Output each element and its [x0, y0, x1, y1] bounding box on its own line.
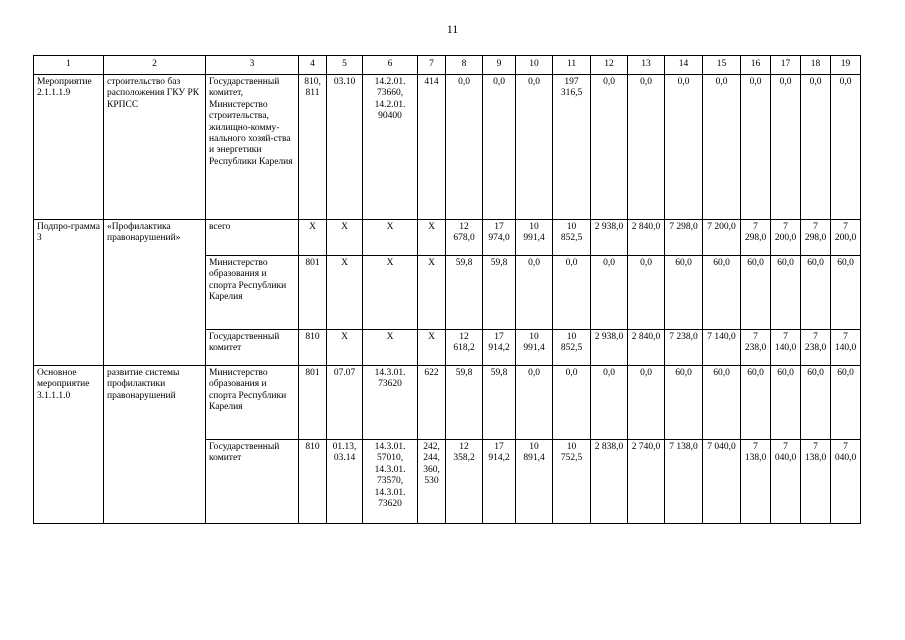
target-article-cell: Х	[363, 330, 418, 366]
grbs-cell: 801	[299, 366, 327, 440]
header-cell: 9	[483, 56, 516, 75]
target-article-cell: 14.3.01. 73620	[363, 366, 418, 440]
value-cell: 17 974,0	[483, 220, 516, 256]
target-article-cell: Х	[363, 256, 418, 330]
value-cell: 7 298,0	[801, 220, 831, 256]
value-cell: 10 852,5	[553, 330, 591, 366]
value-cell: 2 840,0	[628, 220, 665, 256]
section-cell: 01.13, 03.14	[327, 440, 363, 524]
header-cell: 8	[446, 56, 483, 75]
expense-type-cell: 242, 244, 360, 530	[418, 440, 446, 524]
value-cell: 7 200,0	[831, 220, 861, 256]
value-cell: 2 938,0	[591, 330, 628, 366]
value-cell: 10 991,4	[516, 220, 553, 256]
grbs-cell: 810	[299, 440, 327, 524]
value-cell: 17 914,2	[483, 330, 516, 366]
target-article-cell: Х	[363, 220, 418, 256]
value-cell: 7 040,0	[771, 440, 801, 524]
grbs-cell: 810, 811	[299, 75, 327, 220]
value-cell: 7 138,0	[665, 440, 703, 524]
header-cell: 17	[771, 56, 801, 75]
value-cell: 17 914,2	[483, 440, 516, 524]
section-cell: Х	[327, 220, 363, 256]
value-cell: 60,0	[665, 366, 703, 440]
value-cell: 0,0	[553, 366, 591, 440]
value-cell: 2 838,0	[591, 440, 628, 524]
value-cell: 60,0	[801, 366, 831, 440]
value-cell: 197 316,5	[553, 75, 591, 220]
value-cell: 59,8	[446, 256, 483, 330]
value-cell: 7 298,0	[665, 220, 703, 256]
value-cell: 60,0	[741, 256, 771, 330]
value-cell: 7 238,0	[801, 330, 831, 366]
value-cell: 2 740,0	[628, 440, 665, 524]
header-cell: 11	[553, 56, 591, 75]
executor-cell: Государственный комитет	[206, 440, 299, 524]
measure-cell: Мероприятие 2.1.1.1.9	[34, 75, 104, 220]
value-cell: 0,0	[801, 75, 831, 220]
header-cell: 15	[703, 56, 741, 75]
header-cell: 19	[831, 56, 861, 75]
executor-cell: Государственный комитет	[206, 330, 299, 366]
target-article-cell: 14.3.01. 57010, 14.3.01. 73570, 14.3.01. 73620	[363, 440, 418, 524]
budget-table	[33, 55, 861, 524]
expense-type-cell: 414	[418, 75, 446, 220]
executor-cell: Государственный комитет, Министерство строительства, жилищно-комму-нального хозяй-ства и энергетики Республики Карелия	[206, 75, 299, 220]
value-cell: 12 358,2	[446, 440, 483, 524]
header-cell: 10	[516, 56, 553, 75]
name-cell: развитие системы профилактики правонарушений	[104, 366, 206, 524]
value-cell: 10 891,4	[516, 440, 553, 524]
section-cell: 07.07	[327, 366, 363, 440]
value-cell: 60,0	[801, 256, 831, 330]
expense-type-cell: 622	[418, 366, 446, 440]
value-cell: 7 238,0	[741, 330, 771, 366]
value-cell: 60,0	[703, 256, 741, 330]
measure-cell: Подпро-грамма 3	[34, 220, 104, 366]
section-cell: Х	[327, 256, 363, 330]
executor-cell: Министерство образования и спорта Республики Карелия	[206, 256, 299, 330]
value-cell: 7 238,0	[665, 330, 703, 366]
value-cell: 2 840,0	[628, 330, 665, 366]
value-cell: 7 140,0	[771, 330, 801, 366]
value-cell: 0,0	[628, 75, 665, 220]
header-cell: 18	[801, 56, 831, 75]
section-cell: Х	[327, 330, 363, 366]
header-cell: 5	[327, 56, 363, 75]
table-row	[34, 366, 861, 440]
value-cell: 12 678,0	[446, 220, 483, 256]
value-cell: 0,0	[703, 75, 741, 220]
grbs-cell: Х	[299, 220, 327, 256]
executor-cell: Министерство образования и спорта Республики Карелия	[206, 366, 299, 440]
value-cell: 0,0	[628, 366, 665, 440]
header-cell: 4	[299, 56, 327, 75]
page-number: 11	[446, 22, 459, 36]
value-cell: 0,0	[741, 75, 771, 220]
expense-type-cell: Х	[418, 256, 446, 330]
value-cell: 60,0	[771, 256, 801, 330]
value-cell: 7 040,0	[831, 440, 861, 524]
value-cell: 7 140,0	[703, 330, 741, 366]
value-cell: 10 752,5	[553, 440, 591, 524]
header-cell: 6	[363, 56, 418, 75]
value-cell: 12 618,2	[446, 330, 483, 366]
header-row	[34, 56, 861, 75]
table-row	[34, 220, 861, 256]
value-cell: 59,8	[483, 366, 516, 440]
header-cell: 14	[665, 56, 703, 75]
executor-cell: всего	[206, 220, 299, 256]
value-cell: 0,0	[516, 256, 553, 330]
value-cell: 0,0	[446, 75, 483, 220]
value-cell: 7 200,0	[703, 220, 741, 256]
header-cell: 2	[104, 56, 206, 75]
value-cell: 7 138,0	[801, 440, 831, 524]
value-cell: 10 991,4	[516, 330, 553, 366]
header-cell: 16	[741, 56, 771, 75]
value-cell: 60,0	[665, 256, 703, 330]
value-cell: 60,0	[831, 366, 861, 440]
header-cell: 13	[628, 56, 665, 75]
value-cell: 0,0	[591, 75, 628, 220]
value-cell: 7 140,0	[831, 330, 861, 366]
value-cell: 7 298,0	[741, 220, 771, 256]
grbs-cell: 801	[299, 256, 327, 330]
header-cell: 3	[206, 56, 299, 75]
header-cell: 7	[418, 56, 446, 75]
header-cell: 1	[34, 56, 104, 75]
value-cell: 0,0	[483, 75, 516, 220]
expense-type-cell: Х	[418, 220, 446, 256]
value-cell: 60,0	[771, 366, 801, 440]
value-cell: 59,8	[483, 256, 516, 330]
value-cell: 0,0	[591, 366, 628, 440]
table-row	[34, 75, 861, 220]
header-cell: 12	[591, 56, 628, 75]
value-cell: 60,0	[741, 366, 771, 440]
value-cell: 0,0	[516, 75, 553, 220]
grbs-cell: 810	[299, 330, 327, 366]
section-cell: 03.10	[327, 75, 363, 220]
name-cell: строительство баз расположения ГКУ РК КРПСС	[104, 75, 206, 220]
value-cell: 0,0	[665, 75, 703, 220]
value-cell: 7 138,0	[741, 440, 771, 524]
value-cell: 0,0	[553, 256, 591, 330]
value-cell: 60,0	[703, 366, 741, 440]
expense-type-cell: Х	[418, 330, 446, 366]
value-cell: 2 938,0	[591, 220, 628, 256]
target-article-cell: 14.2.01. 73660, 14.2.01. 90400	[363, 75, 418, 220]
value-cell: 10 852,5	[553, 220, 591, 256]
value-cell: 60,0	[831, 256, 861, 330]
value-cell: 0,0	[591, 256, 628, 330]
value-cell: 0,0	[831, 75, 861, 220]
name-cell: «Профилактика правонарушений»	[104, 220, 206, 366]
value-cell: 7 200,0	[771, 220, 801, 256]
measure-cell: Основное мероприятие 3.1.1.1.0	[34, 366, 104, 524]
value-cell: 7 040,0	[703, 440, 741, 524]
value-cell: 0,0	[771, 75, 801, 220]
value-cell: 0,0	[628, 256, 665, 330]
value-cell: 0,0	[516, 366, 553, 440]
value-cell: 59,8	[446, 366, 483, 440]
